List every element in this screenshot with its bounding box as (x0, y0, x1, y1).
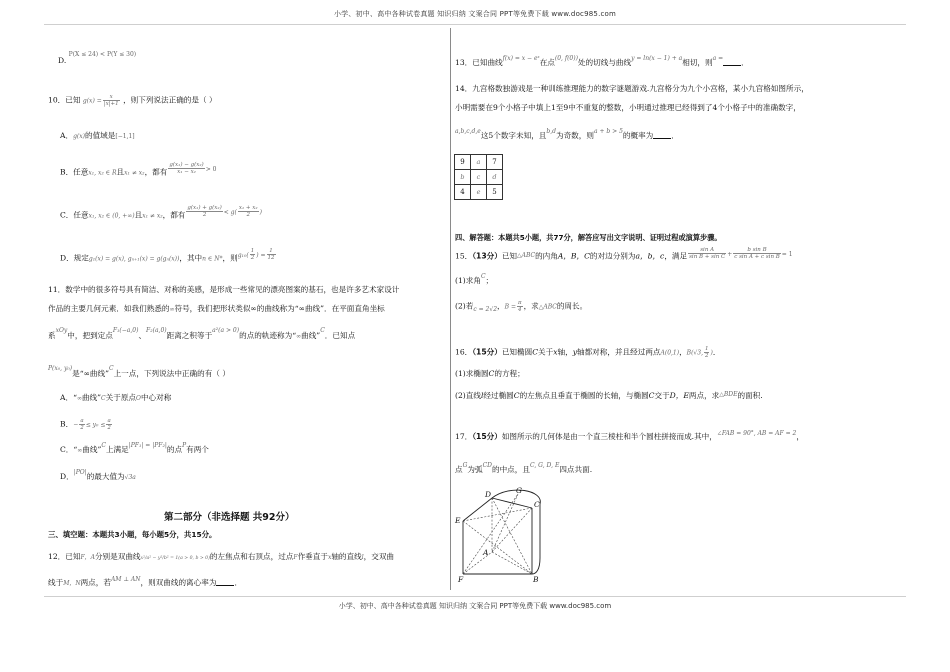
grid-cell: b (455, 170, 471, 185)
q14-answer-blank (653, 130, 671, 139)
label-C: C (534, 500, 540, 509)
column-divider (450, 28, 451, 590)
grid-cell: 9 (455, 155, 471, 170)
q12-line1: 12．已知F，A分别是双曲线x²/a² − y²/b² = 1(a > 0, b > 0)的左焦点和右顶点，过点F作垂直于x轴的直线l，交双曲 (48, 552, 395, 561)
sudoku-grid (454, 154, 503, 200)
part2-title: 第二部分（非选择题 共92分） (164, 512, 295, 523)
grid-cell: 5 (487, 185, 503, 200)
q12-answer-blank (216, 577, 234, 586)
grid-cell: 7 (487, 155, 503, 170)
q14-line1: 14．九宫格数独游戏是一种训练推理能力的数字谜题游戏.九宫格分为九个小宫格，某小九宫格如图所示， (455, 84, 809, 93)
diag-EB (463, 521, 532, 574)
q15-part2: (2)若$_{c = 2√2}$，B = $\frac{\pi}{4}$ ，求△ABC的周长。 (455, 300, 588, 313)
diag-FG (463, 494, 518, 574)
diag-DB (492, 498, 532, 574)
edge-DC-top (492, 498, 532, 508)
label-B: B (533, 575, 539, 584)
grid-cell: d (487, 170, 503, 185)
q17-line2: 点$^G$为弧$^{CD}$的中点，且$^{C, G, D, E}$四点共面. (455, 462, 593, 474)
q11-option-a: A．“∞曲线”C关于原点O中心对称 (60, 393, 172, 402)
label-G: G (516, 486, 522, 495)
q16-stem: 16．（15分）已知椭圆C关于x轴，y轴都对称，并且经过两点A(0,1)，B(√3, $\frac{1}{2}$ )． (455, 346, 721, 359)
footer-rule (44, 596, 906, 597)
q13-answer-blank (723, 57, 741, 66)
q11-option-b: B．− $\frac{a}{2}$ ≤ y₀ ≤ $\frac{a}{2}$ (60, 418, 111, 431)
q15-part1: (1)求角$^C$； (455, 273, 494, 285)
label-D: D (485, 490, 492, 499)
q15-stem: 15．（13分）已知$^{\triangle ABC}$的内角A，B，C的对边分别为a，b，c，满足 $\frac{\text{sin A}}{\text{sin B + sin C}}$ + $\frac{\text{b sin B}}{\text{c sin A + c sin B}}$ $^{= 1}$ (455, 247, 793, 261)
arc-bottom (532, 558, 540, 574)
grid-cell: c (471, 170, 487, 185)
diag-GA (492, 494, 518, 552)
grid-cell: 4 (455, 185, 471, 200)
q11-line4: $^{P(x_0, y_0)}$是“∞曲线”$^C$上一点，下列说法中正确的有（ ） (48, 365, 230, 378)
edge-ED (463, 498, 492, 521)
q11-line2: 作品的主要几何元素．如我们熟悉的∞符号，我们把形状类似∞的曲线称为“∞曲线”．在平面直角坐标 (48, 304, 385, 313)
q13: 13．已知曲线$^{f(x) = x - eˣ}$在点$^{(0, f(0))}$处的切线与曲线$^{y = ln(x - 1) + a}$相切，则$^{a =}$ ． (455, 55, 749, 67)
grid-cell: e (471, 185, 487, 200)
q14-line3: $^{a,b,c,d,e}$这5个数字未知，且$^{b,d}$为奇数，则$^{a + b > 5}$的概率为 ． (455, 128, 679, 140)
q10-option-c: C．任意x₁, x₂ ∈ (0, +∞)且x₁ ≠ x₂，都有 $\frac{\text{g(x₁) + g(x₂)}}{2}$ $^{< g(}$ $\frac{\text{x₁ + x₂}}{2}$ ) (60, 205, 262, 220)
label-F: F (458, 575, 464, 584)
q17-line1: 17．（15分）如图所示的几何体是由一个直三棱柱和半个圆柱拼接而成.其中，$^{\angle FAB = 90^\circ, AB = AF = 2}$， (455, 430, 804, 441)
label-E: E (455, 516, 461, 525)
page-footer: 小学、初中、高中各种试卷真题 知识归纳 文案合同 PPT等免费下载 www.doc985.com (338, 602, 612, 610)
q14-line2: 小明需要在9个小格子中填上1至9中不重复的整数，小明通过推理已经得到了4个小格子中的准确数字， (455, 103, 801, 112)
q10-stem: 10．已知 g(x) = $\frac{x}{|x|+1}$ ，则下列说法正确的是（ ） (48, 94, 217, 107)
q11-option-d: D．$^{|PO|}$的最大值为√3a (60, 469, 136, 481)
geometry-figure (452, 486, 560, 584)
q16-part2: (2)直线l经过椭圆C的左焦点且垂直于椭圆的长轴，与椭圆C交于D，E两点，求$^{\triangle BDE}$的面积. (455, 391, 763, 400)
edge-AC (492, 508, 532, 552)
q11-option-c: C．“∞曲线”$^C$上满足$^{|PF_1| = |PF_2|}$的点$^P$有两个 (60, 442, 209, 454)
q10-option-a: A．g(x)的值域是[−1,1] (60, 131, 135, 140)
label-A: A (483, 548, 489, 557)
section3-title: 三、填空题：本题共3小题，每小题5分，共15分。 (48, 530, 217, 539)
page-header: 小学、初中、高中各种试卷真题 知识归纳 文案合同 PPT等免费下载 www.doc985.com (333, 10, 617, 18)
q11-line1: 11．数学中的很多符号具有简洁、对称的美感，是形成一些常见的漂亮图案的基石，也是许多艺术家设计 (48, 285, 400, 294)
q10-option-d: D．规定g₁(x) = g(x), gₙ₊₁(x) = g(gₙ(x))，其中n ∈ N*，则$^{g_{10}(}$ $\frac{1}{2}$ ) = $\frac{1}{12}$ (60, 248, 275, 263)
header-rule (44, 24, 906, 25)
grid-cell: a (471, 155, 487, 170)
q11-line3: 系$^{xOy}$中，把到定点$^{F_1(-a,0)}$、$^{F_2(a,0)}$距离之积等于$^{a^2(a > 0)}$的点的轨迹称为“∞曲线”$^C$．已知点 (48, 327, 356, 340)
section4-title: 四、解答题：本题共5小题，共77分，解答应写出文字说明、证明过程或演算步骤。 (455, 233, 722, 242)
q16-part1: (1)求椭圆C的方程； (455, 369, 525, 378)
q9-option-d: D. $^{P(X \le 24) < P(Y \le 30)}$ (58, 51, 137, 65)
q12-line2: 线于M，N两点，若$^{AM \perp AN}$，则双曲线的离心率为 ． (48, 576, 243, 587)
q10-option-b: B．任意x₁, x₂ ∈ R且x₁ ≠ x₂，都有 $\frac{\text{g(x₁) − g(x₂)}}{\text{x₁ − x₂}}$ $^{> 0}$ (60, 162, 217, 177)
